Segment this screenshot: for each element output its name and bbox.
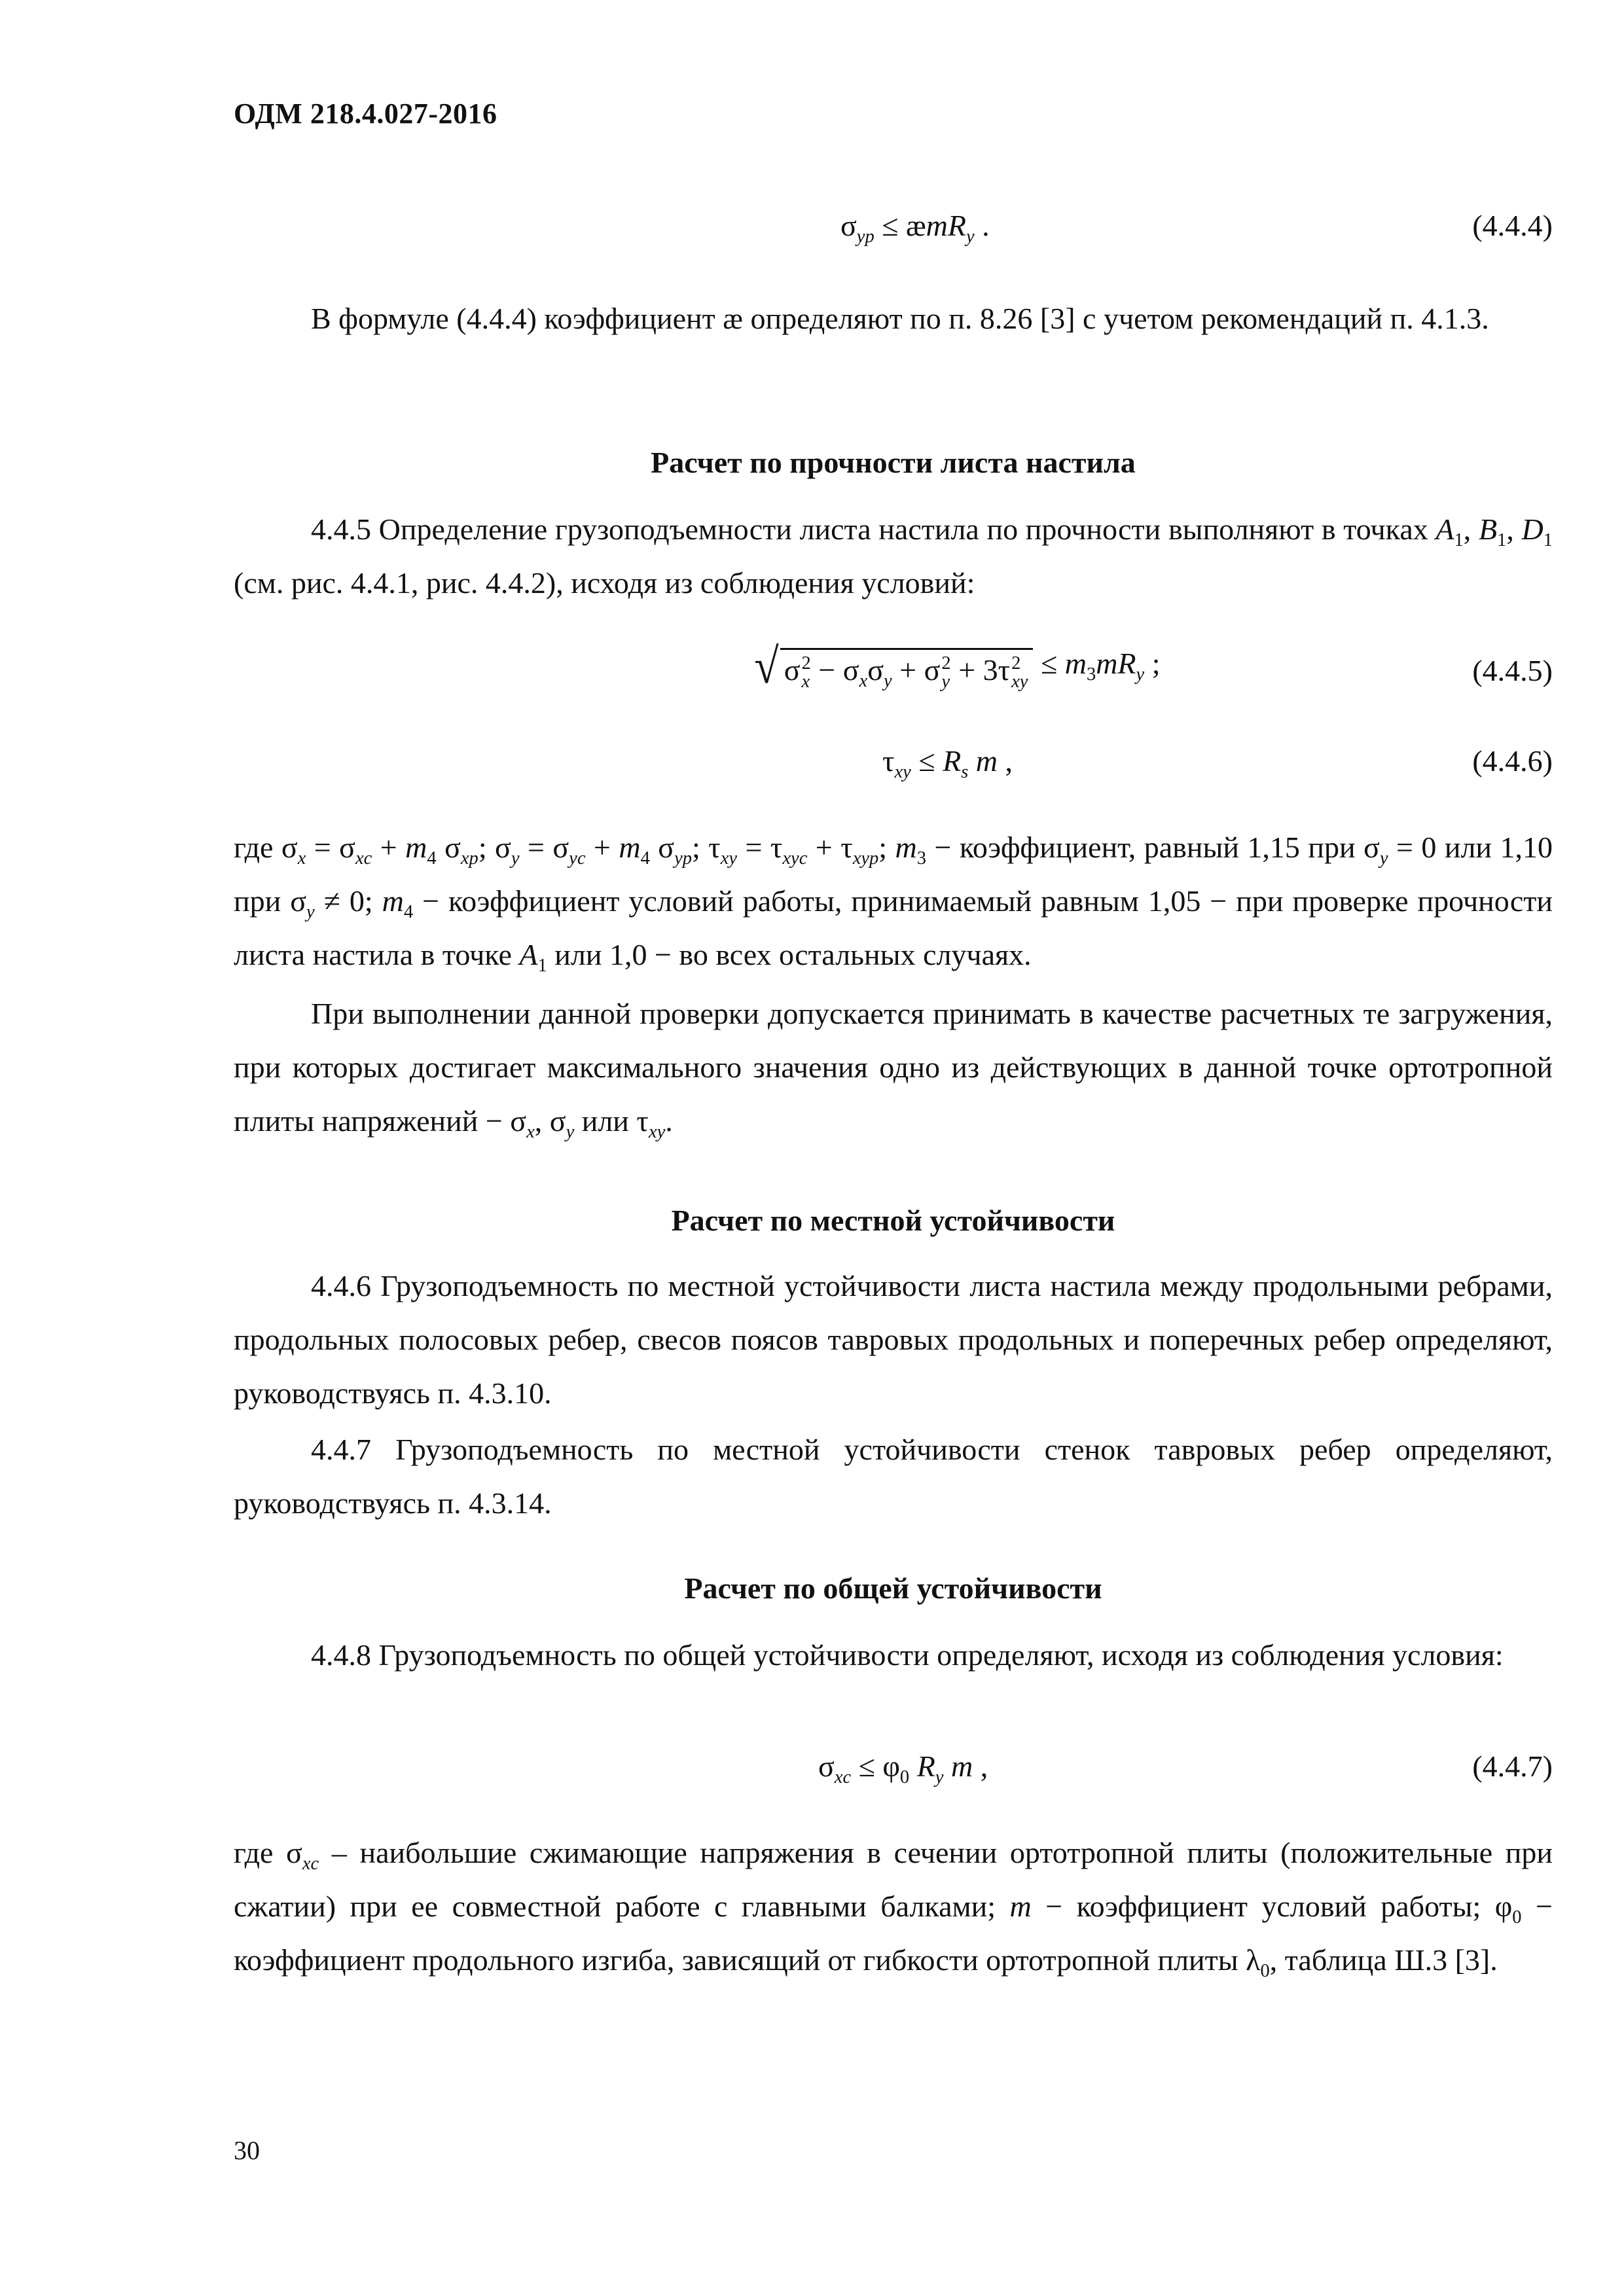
- paragraph-text: – наибольшие сжимающие напряжения в сечении ортотропной плиты (положительные при сжатии) при ее совместной работе с главными балками;: [234, 1836, 1553, 1923]
- equation-number: (4.4.7): [1472, 1749, 1553, 1783]
- paragraph-text: − коэффициент условий работы;: [1031, 1890, 1495, 1923]
- section-heading-local-stability: Расчет по местной устойчивости: [671, 1204, 1115, 1237]
- page-number: 30: [234, 2136, 260, 2165]
- paragraph-text: − коэффициент, равный 1,15 при: [926, 831, 1364, 864]
- paragraph-text: − коэффициент условий работы, принимаемый равным 1,05 − при проверке прочности листа настила в точке: [234, 884, 1553, 971]
- equation-number: (4.4.6): [1472, 744, 1553, 778]
- equation-4-4-7: [234, 1749, 1553, 1801]
- equation-4-4-5: [234, 641, 1553, 713]
- equation-4-4-5-formula: √ σ 2 x − $\sigma_x\sigma_y + \sigma$ 2 y + 3τ 2 xy ≤ $m_3mR_y$ ;: [753, 641, 1160, 692]
- paragraph-4-4-6: 4.4.6 Грузоподъемность по местной устойчивости листа настила между продольными ребрами, продольных полосовых ребер, свесов поясов тавровых продольных и поперечных ребер определяют, руководствуясь п. 4.3.10.: [234, 1269, 1553, 1410]
- paragraph-4-4-5: 4.4.5 Определение грузоподъемности листа настила по прочности выполняют в точках $A_1$, $B_1$, $D_1$ (см. рис. 4.4.1, рис. 4.4.2), исходя из соблюдения условий:: [234, 512, 1553, 600]
- paragraph-text: где: [234, 1836, 287, 1869]
- paragraph-text: При выполнении данной проверки допускается принимать в качестве расчетных те загружения, при которых достигает максимального значения одно из действующих в данной точке ортотропной плиты напряжений −: [234, 997, 1553, 1138]
- paragraph-check-loads: При выполнении данной проверки допускается принимать в качестве расчетных те загружения, при которых достигает максимального значения одно из действующих в данной точке ортотропной плиты напряжений − $\sigma_x$, $\sigma_y$ или $\tau_{xy}$.: [234, 997, 1553, 1142]
- equation-number: (4.4.5): [1472, 654, 1553, 687]
- paragraph-text: (см. рис. 4.4.1, рис. 4.4.2), исходя из соблюдения условий:: [234, 566, 975, 600]
- paragraph-4-4-7: 4.4.7 Грузоподъемность по местной устойчивости стенок тавровых ребер определяют, руководствуясь п. 4.3.14.: [234, 1433, 1553, 1520]
- paragraph-text: или 1,0 − во всех остальных случаях.: [547, 938, 1032, 971]
- paragraph-text: 4.4.5 Определение грузоподъемности листа настила по прочности выполняют в точках: [311, 512, 1436, 546]
- equation-4-4-4-formula: $\sigma_{yp}$ ≤ æmR$_y$ .: [840, 209, 990, 247]
- section-heading-strength: Расчет по прочности листа настила: [651, 446, 1136, 479]
- document-code: ОДМ 218.4.027-2016: [234, 98, 497, 130]
- equation-number: (4.4.4): [1472, 209, 1553, 242]
- equation-4-4-7-formula: $\sigma_{xc} \le \varphi_0$ $R_y$ m ,: [818, 1749, 988, 1787]
- paragraph-kappa-note: В формуле (4.4.4) коэффициент æ определяют по п. 8.26 [3] с учетом рекомендаций п. 4.1.3.: [311, 302, 1489, 335]
- paragraph-text: где: [234, 831, 281, 864]
- paragraph-where-sigma: где $\sigma_x = \sigma_{xc} + m_4$ $\sigma_{xp}$; $\sigma_y = \sigma_{yc} + m_4$ $\sigma_{yp}$; $\tau_{xy} = \tau_{xyc} + \tau_{xyp}$; $m_3$ − коэффициент, равный 1,15 при $\sigma_y = 0$ или 1,10 при $\sigma_y \ne 0$; $m_4$ − коэффициент условий работы, принимаемый равным 1,05 − при проверке прочности листа настила в точке $A_1$ или 1,0 − во всех остальных случаях.: [234, 831, 1553, 976]
- equation-4-4-4: [234, 208, 1553, 260]
- square-root: √ σ 2 x − $\sigma_x\sigma_y + \sigma$ 2 y + 3τ 2 xy: [753, 641, 1033, 692]
- paragraph-text: − коэффициент продольного изгиба, зависящий от гибкости ортотропной плиты: [234, 1890, 1553, 1977]
- equation-4-4-6-formula: $\tau_{xy} \le R_s$ m ,: [882, 744, 1013, 782]
- paragraph-where-sigma-xc: где $\sigma_{xc}$ – наибольшие сжимающие напряжения в сечении ортотропной плиты (положительные при сжатии) при ее совместной работе с главными балками; m − коэффициент условий работы; $\varphi_0$ − коэффициент продольного изгиба, зависящий от гибкости ортотропной плиты $\lambda_0$, таблица Ш.3 [3].: [234, 1836, 1553, 1981]
- equation-4-4-6: [234, 744, 1553, 796]
- paragraph-text: , таблица Ш.3 [3].: [1269, 1943, 1498, 1977]
- paragraph-4-4-8: 4.4.8 Грузоподъемность по общей устойчивости определяют, исходя из соблюдения условия:: [311, 1638, 1504, 1672]
- section-heading-general-stability: Расчет по общей устойчивости: [684, 1571, 1102, 1605]
